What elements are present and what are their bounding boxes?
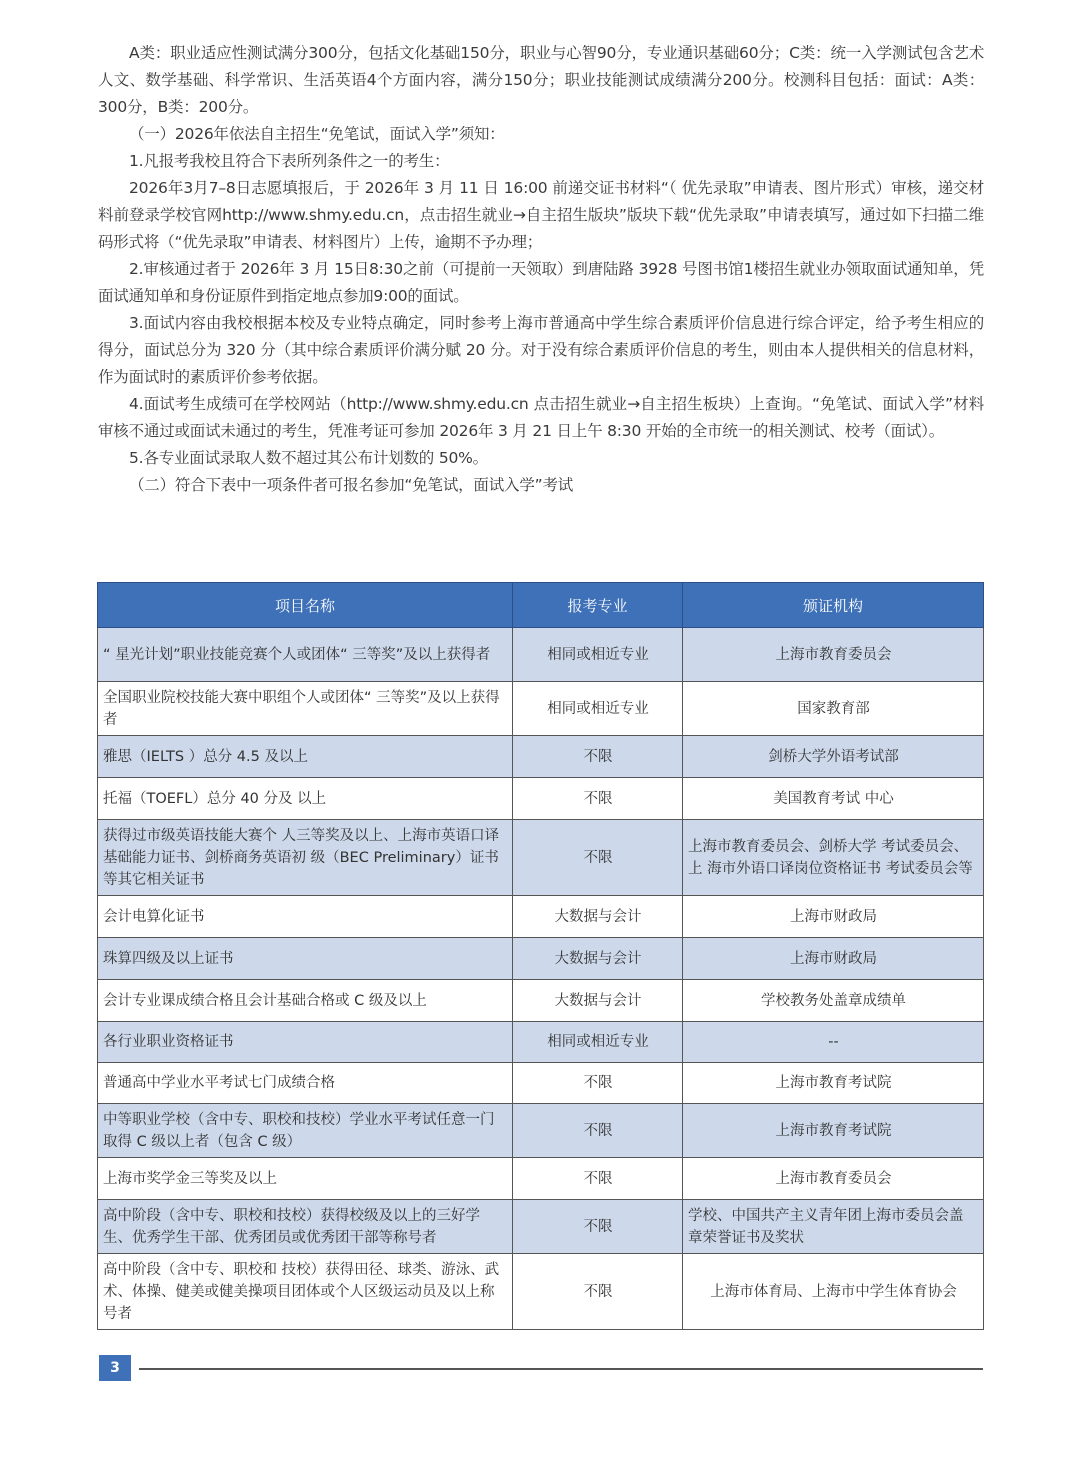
cell-major: 不限 [513,736,683,778]
cell-issuer: 国家教育部 [683,682,984,736]
paragraph-item-3: 3.面试内容由我校根据本校及专业特点确定，同时参考上海市普通高中学生综合素质评价信息进行综合评定，给予考生相应的得分，面试总分为 320 分（其中综合素质评价满分赋 20 分。对于没有综合素质评价信息的考生，则由本人提供相关的信息材料，作为面试时的素质评价参考依据。 [98,314,984,386]
cell-item: 雅思（IELTS ）总分 4.5 及以上 [98,736,513,778]
table-row [98,628,984,682]
cell-item: “ 星光计划”职业技能竞赛个人或团体“ 三等奖”及以上获得者 [98,628,513,682]
cell-issuer: 上海市教育委员会、剑桥大学 考试委员会、上 海市外语口译岗位资格证书 考试委员会等 [683,820,984,896]
cell-issuer: 上海市体育局、上海市中学生体育协会 [683,1254,984,1330]
column-header-major: 报考专业 [513,583,683,628]
table-row [98,980,984,1022]
page-number-badge: 3 [99,1355,131,1381]
paragraph-item-2: 2.审核通过者于 2026年 3 月 15日8:30之前（可提前一天领取）到唐陆路 3928 号图书馆1楼招生就业办领取面试通知单，凭面试通知单和身份证原件到指定地点参加9:00的面试。 [98,260,984,305]
cell-major: 不限 [513,1104,683,1158]
cell-item: 会计专业课成绩合格且会计基础合格或 C 级及以上 [98,980,513,1022]
cell-issuer: 美国教育考试 中心 [683,778,984,820]
cell-major: 相同或相近专业 [513,682,683,736]
cell-item: 珠算四级及以上证书 [98,938,513,980]
cell-item: 会计电算化证书 [98,896,513,938]
table-row [98,682,984,736]
cell-major: 不限 [513,1063,683,1104]
cell-issuer: -- [683,1022,984,1063]
paragraph-item-5: 5.各专业面试录取人数不超过其公布计划数的 50%。 [129,449,488,467]
qualification-table [97,582,984,1330]
table-row [98,1104,984,1158]
table-row [98,896,984,938]
table-row [98,1254,984,1330]
table-row [98,1158,984,1200]
cell-issuer: 上海市教育委员会 [683,628,984,682]
cell-item: 普通高中学业水平考试七门成绩合格 [98,1063,513,1104]
section-heading-2: （二）符合下表中一项条件者可报名参加“免笔试，面试入学”考试 [129,476,574,494]
cell-item: 中等职业学校（含中专、职校和技校）学业水平考试任意一门取得 C 级以上者（包含 C 级） [98,1104,513,1158]
cell-issuer: 剑桥大学外语考试部 [683,736,984,778]
cell-item: 高中阶段（含中专、职校和技校）获得校级及以上的三好学生、优秀学生干部、优秀团员或优秀团干部等称号者 [98,1200,513,1254]
cell-major: 不限 [513,820,683,896]
cell-major: 大数据与会计 [513,938,683,980]
paragraph-item-1: 1.凡报考我校且符合下表所列条件之一的考生： [129,152,450,170]
cell-issuer: 上海市教育考试院 [683,1063,984,1104]
cell-issuer: 学校、中国共产主义青年团上海市委员会盖 章荣誉证书及奖状 [683,1200,984,1254]
column-header-issuer: 颁证机构 [683,583,984,628]
paragraph-submission: 2026年3月7–8日志愿填报后，于 2026年 3 月 11 日 16:00 前递交证书材料“（ 优先录取”申请表、图片形式）审核，递交材料前登录学校官网http://www.shmy.edu.cn，点击招生就业→自主招生版块”版块下载“优先录取”申请表填写，通过如下扫描二维码形式将（“优先录取”申请表、材料图片）上传，逾期不予办理； [98,179,984,251]
cell-issuer: 学校教务处盖章成绩单 [683,980,984,1022]
table-row [98,1022,984,1063]
table-header-row [98,583,984,628]
cell-item: 高中阶段（含中专、职校和 技校）获得田径、球类、游泳、武术、体操、健美或健美操项目团体或个人区级运动员及以上称号者 [98,1254,513,1330]
cell-major: 不限 [513,1200,683,1254]
cell-major: 相同或相近专业 [513,628,683,682]
cell-major: 大数据与会计 [513,980,683,1022]
column-header-item: 项目名称 [98,583,513,628]
cell-major: 相同或相近专业 [513,1022,683,1063]
cell-item: 上海市奖学金三等奖及以上 [98,1158,513,1200]
cell-item: 托福（TOEFL）总分 40 分及 以上 [98,778,513,820]
cell-item: 各行业职业资格证书 [98,1022,513,1063]
table-row [98,1063,984,1104]
cell-issuer: 上海市财政局 [683,896,984,938]
cell-item: 获得过市级英语技能大赛个 人三等奖及以上、上海市英语口译基础能力证书、剑桥商务英语初 级（BEC Preliminary）证书等其它相关证书 [98,820,513,896]
cell-major: 大数据与会计 [513,896,683,938]
cell-issuer: 上海市教育考试院 [683,1104,984,1158]
table-row [98,938,984,980]
table-row [98,820,984,896]
table-row [98,736,984,778]
table-row [98,778,984,820]
footer-divider [139,1368,983,1370]
cell-issuer: 上海市财政局 [683,938,984,980]
paragraph-item-4: 4.面试考生成绩可在学校网站（http://www.shmy.edu.cn 点击招生就业→自主招生板块）上查询。“免笔试、面试入学”材料审核不通过或面试未通过的考生，凭准考证可参加 2026年 3 月 21 日上午 8:30 开始的全市统一的相关测试、校考（面试）。 [98,395,984,440]
paragraph-scores: A类：职业适应性测试满分300分，包括文化基础150分，职业与心智90分，专业通识基础60分；C类：统一入学测试包含艺术人文、数学基础、科学常识、生活英语4个方面内容，满分150分；职业技能测试成绩满分200分。校测科目包括：面试：A类：300分，B类：200分。 [98,44,984,116]
cell-item: 全国职业院校技能大赛中职组个人或团体“ 三等奖”及以上获得者 [98,682,513,736]
cell-major: 不限 [513,778,683,820]
cell-major: 不限 [513,1254,683,1330]
section-heading-1: （一）2026年依法自主招生“免笔试，面试入学”须知： [129,125,505,143]
cell-major: 不限 [513,1158,683,1200]
table-row [98,1200,984,1254]
cell-issuer: 上海市教育委员会 [683,1158,984,1200]
